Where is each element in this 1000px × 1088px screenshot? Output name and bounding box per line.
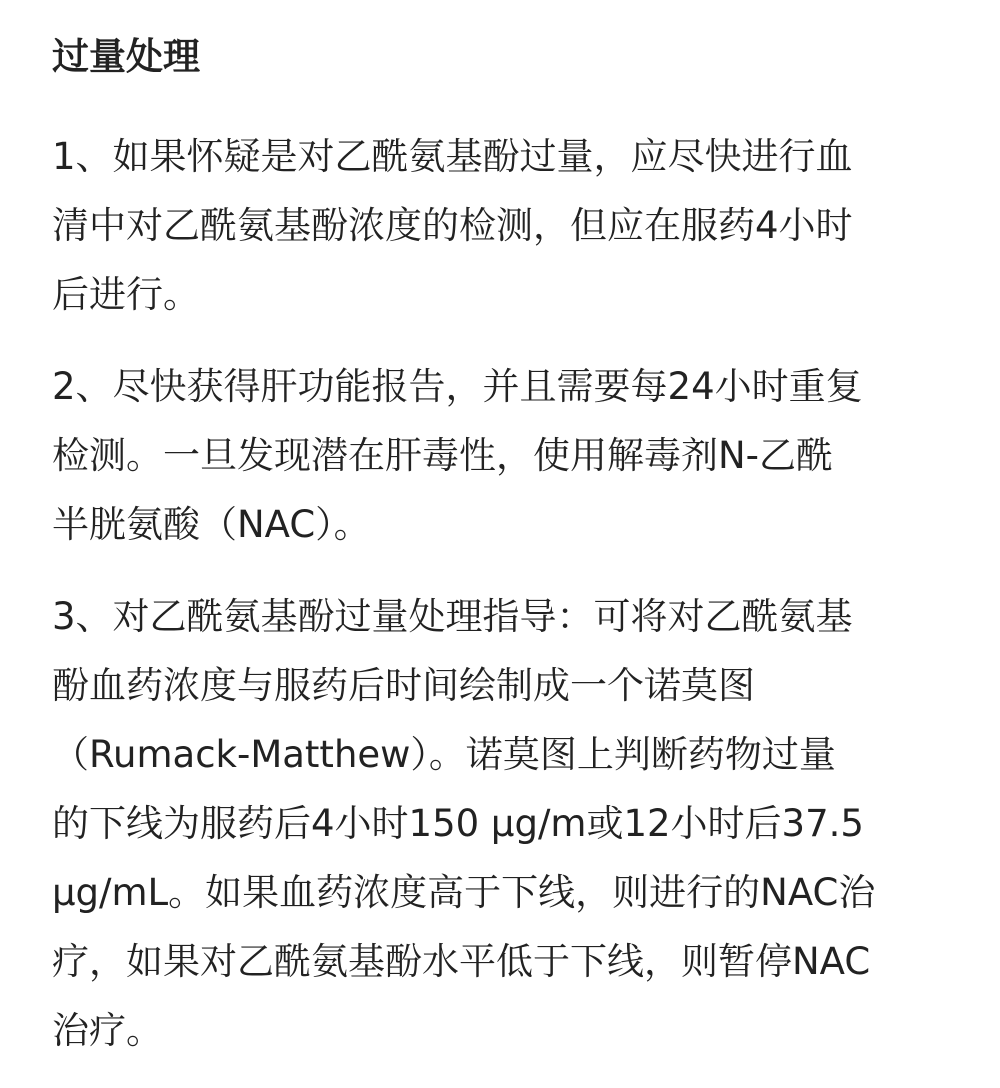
paragraph-line: 1、如果怀疑是对乙酰氨基酚过量，应尽快进行血 [52, 135, 853, 178]
paragraph-line: 治疗。 [52, 1009, 163, 1052]
paragraph-line: 后进行。 [52, 273, 200, 316]
paragraph-line: 的下线为服药后4小时150 μg/m或12小时后37.5 [52, 802, 864, 845]
paragraph-line: （Rumack-Matthew）。诺莫图上判断药物过量 [52, 733, 836, 776]
paragraph-1 [52, 122, 952, 329]
paragraph-line: 清中对乙酰氨基酚浓度的检测，但应在服药4小时 [52, 204, 853, 247]
paragraph-line: 检测。一旦发现潜在肝毒性，使用解毒剂N-乙酰 [52, 434, 834, 477]
paragraph-line: 酚血药浓度与服药后时间绘制成一个诺莫图 [52, 664, 755, 707]
section-heading: 过量处理 [52, 35, 200, 78]
paragraph-line: 2、尽快获得肝功能报告，并且需要每24小时重复 [52, 365, 863, 408]
paragraph-line: μg/mL。如果血药浓度高于下线，则进行的NAC治 [52, 871, 876, 914]
paragraph-line: 3、对乙酰氨基酚过量处理指导：可将对乙酰氨基 [52, 595, 853, 638]
article [52, 28, 952, 1088]
paragraph-line: 半胱氨酸（NAC）。 [52, 503, 371, 546]
paragraph-line: 疗，如果对乙酰氨基酚水平低于下线，则暂停NAC [52, 940, 871, 983]
paragraph-2 [52, 352, 952, 559]
paragraph-3 [52, 582, 952, 1065]
